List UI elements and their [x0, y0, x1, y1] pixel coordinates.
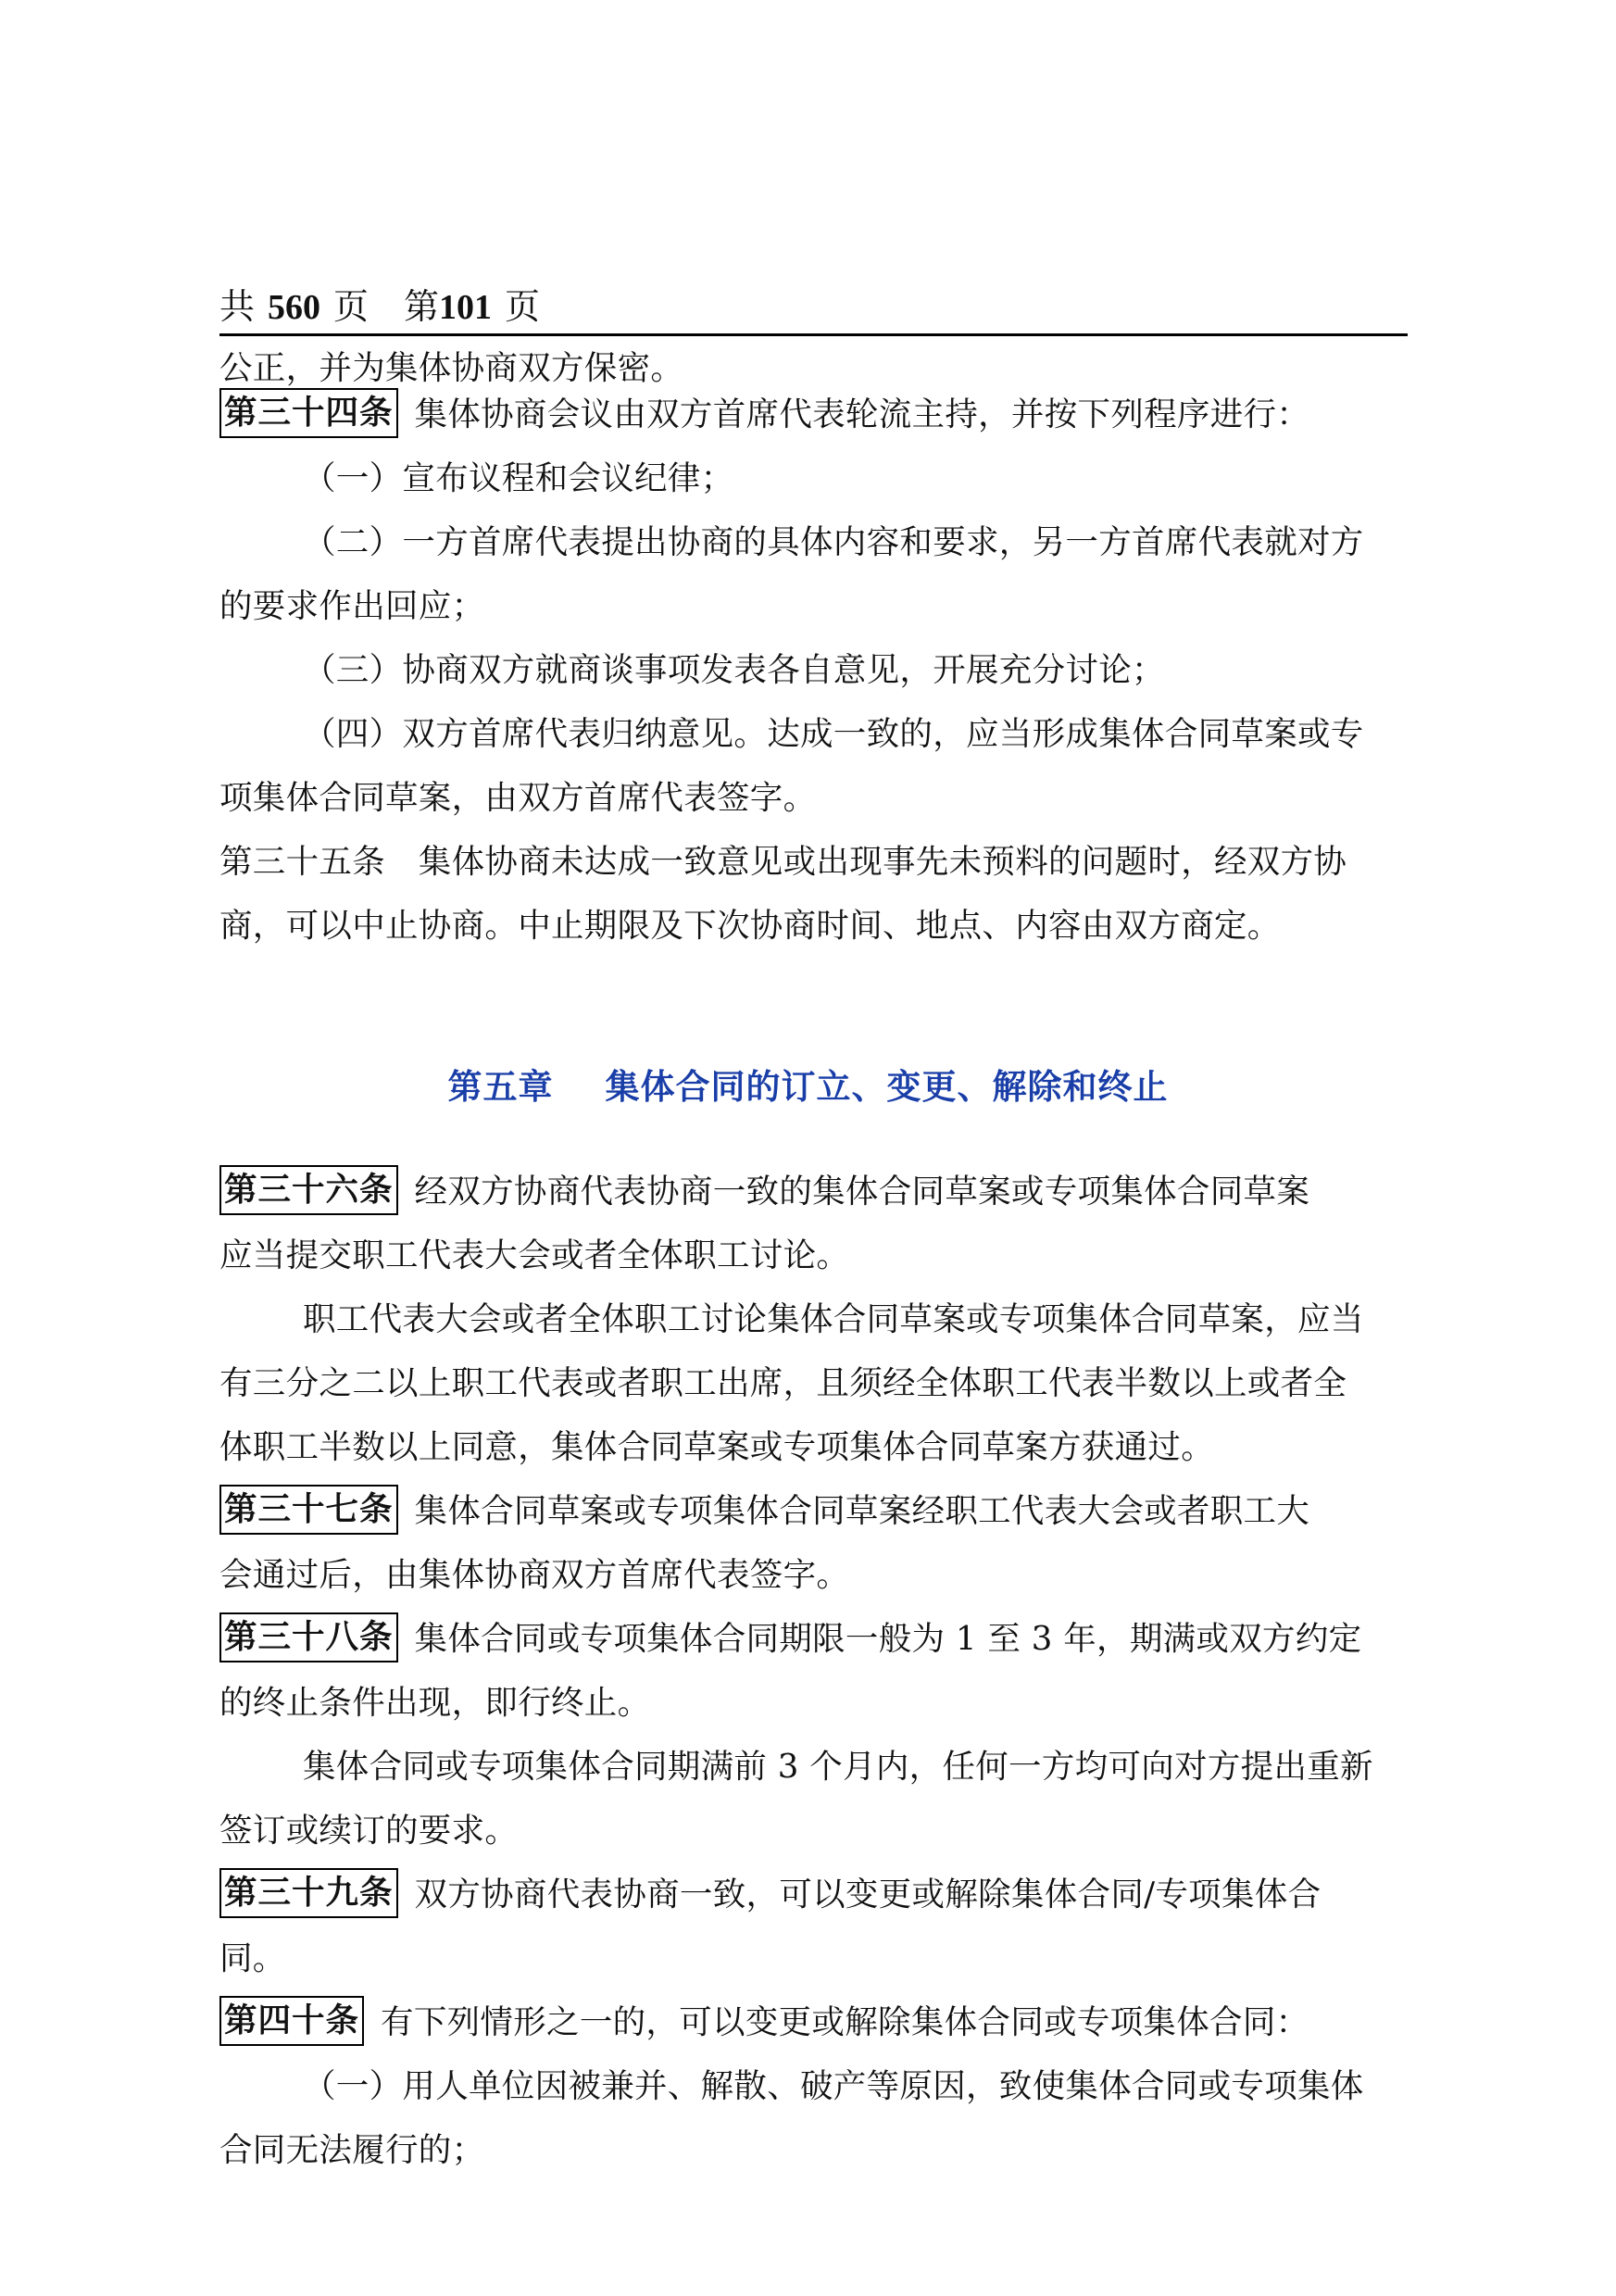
article-36-line-1: 经双方协商代表协商一致的集体合同草案或专项集体合同草案	[414, 1173, 1310, 1211]
article-34-item-3: （三）协商双方就商谈事项发表各自意见，开展充分讨论；	[303, 651, 1165, 689]
current-prefix: 第	[404, 286, 440, 327]
article-36-para-2-line-2: 有三分之二以上职工代表或者职工出席，且须经全体职工代表半数以上或者全	[219, 1364, 1347, 1402]
article-38-line-2: 的终止条件出现，即行终止。	[219, 1684, 651, 1722]
page-header	[219, 280, 1408, 336]
article-34-item-1: （一）宣布议程和会议纪律；	[303, 459, 734, 497]
article-34-item-2-line-2: 的要求作出回应；	[219, 587, 485, 625]
article-39	[219, 1863, 1321, 1926]
article-37-line-2: 会通过后，由集体协商双方首席代表签字。	[219, 1556, 850, 1594]
article-35-line-2: 商，可以中止协商。中止期限及下次协商时间、地点、内容由双方商定。	[219, 907, 1281, 945]
article-37-label: 第三十七条	[219, 1485, 398, 1535]
article-36-line-2: 应当提交职工代表大会或者全体职工讨论。	[219, 1236, 850, 1274]
chapter-heading	[0, 1059, 1616, 1114]
article-36-para-2-line-3: 体职工半数以上同意，集体合同草案或专项集体合同草案方获通过。	[219, 1428, 1215, 1466]
chapter-number: 第五章	[447, 1066, 554, 1107]
article-40-item-1-line-1: （一）用人单位因被兼并、解散、破产等原因，致使集体合同或专项集体	[303, 2067, 1364, 2105]
total-suffix: 页	[333, 286, 370, 327]
article-36-para-2-line-1: 职工代表大会或者全体职工讨论集体合同草案或专项集体合同草案，应当	[303, 1300, 1364, 1338]
article-40-line-1: 有下列情形之一的，可以变更或解除集体合同或专项集体合同：	[381, 2003, 1309, 2041]
article-37-line-1: 集体合同草案或专项集体合同草案经职工代表大会或者职工大	[414, 1492, 1310, 1530]
article-39-line-2: 同。	[219, 1939, 286, 1977]
article-39-label: 第三十九条	[219, 1868, 398, 1918]
article-38-para-2-line-2: 签订或续订的要求。	[219, 1812, 519, 1850]
article-38-line-1: 集体合同或专项集体合同期限一般为 1 至 3 年，期满或双方约定	[414, 1620, 1362, 1658]
article-39-line-1: 双方协商代表协商一致，可以变更或解除集体合同/专项集体合	[414, 1876, 1322, 1913]
current-page: 101	[439, 288, 493, 327]
article-37	[219, 1479, 1309, 1543]
total-prefix: 共	[219, 286, 256, 327]
article-34-item-4-line-2: 项集体合同草案，由双方首席代表签字。	[219, 779, 817, 817]
article-34-text: 集体协商会议由双方首席代表轮流主持，并按下列程序进行：	[414, 395, 1310, 433]
article-38-para-2-line-1: 集体合同或专项集体合同期满前 3 个月内，任何一方均可向对方提出重新	[303, 1748, 1373, 1786]
total-pages: 560	[268, 288, 321, 327]
article-34	[219, 383, 1309, 446]
article-40-label: 第四十条	[219, 1996, 364, 2046]
article-38	[219, 1607, 1361, 1671]
current-suffix: 页	[505, 286, 541, 327]
article-36-label: 第三十六条	[219, 1165, 398, 1215]
article-34-item-4-line-1: （四）双方首席代表归纳意见。达成一致的，应当形成集体合同草案或专	[303, 715, 1364, 753]
article-40-item-1-line-2: 合同无法履行的；	[219, 2131, 485, 2169]
article-38-label: 第三十八条	[219, 1612, 398, 1662]
article-34-item-2-line-1: （二）一方首席代表提出协商的具体内容和要求，另一方首席代表就对方	[303, 523, 1364, 561]
article-36	[219, 1160, 1309, 1223]
chapter-title: 集体合同的订立、变更、解除和终止	[605, 1066, 1169, 1107]
article-40	[219, 1990, 1309, 2054]
article-34-label: 第三十四条	[219, 388, 398, 438]
article-35-line-1: 第三十五条 集体协商未达成一致意见或出现事先未预料的问题时，经双方协	[219, 843, 1347, 881]
continuation-line: 公正，并为集体协商双方保密。	[219, 349, 684, 387]
